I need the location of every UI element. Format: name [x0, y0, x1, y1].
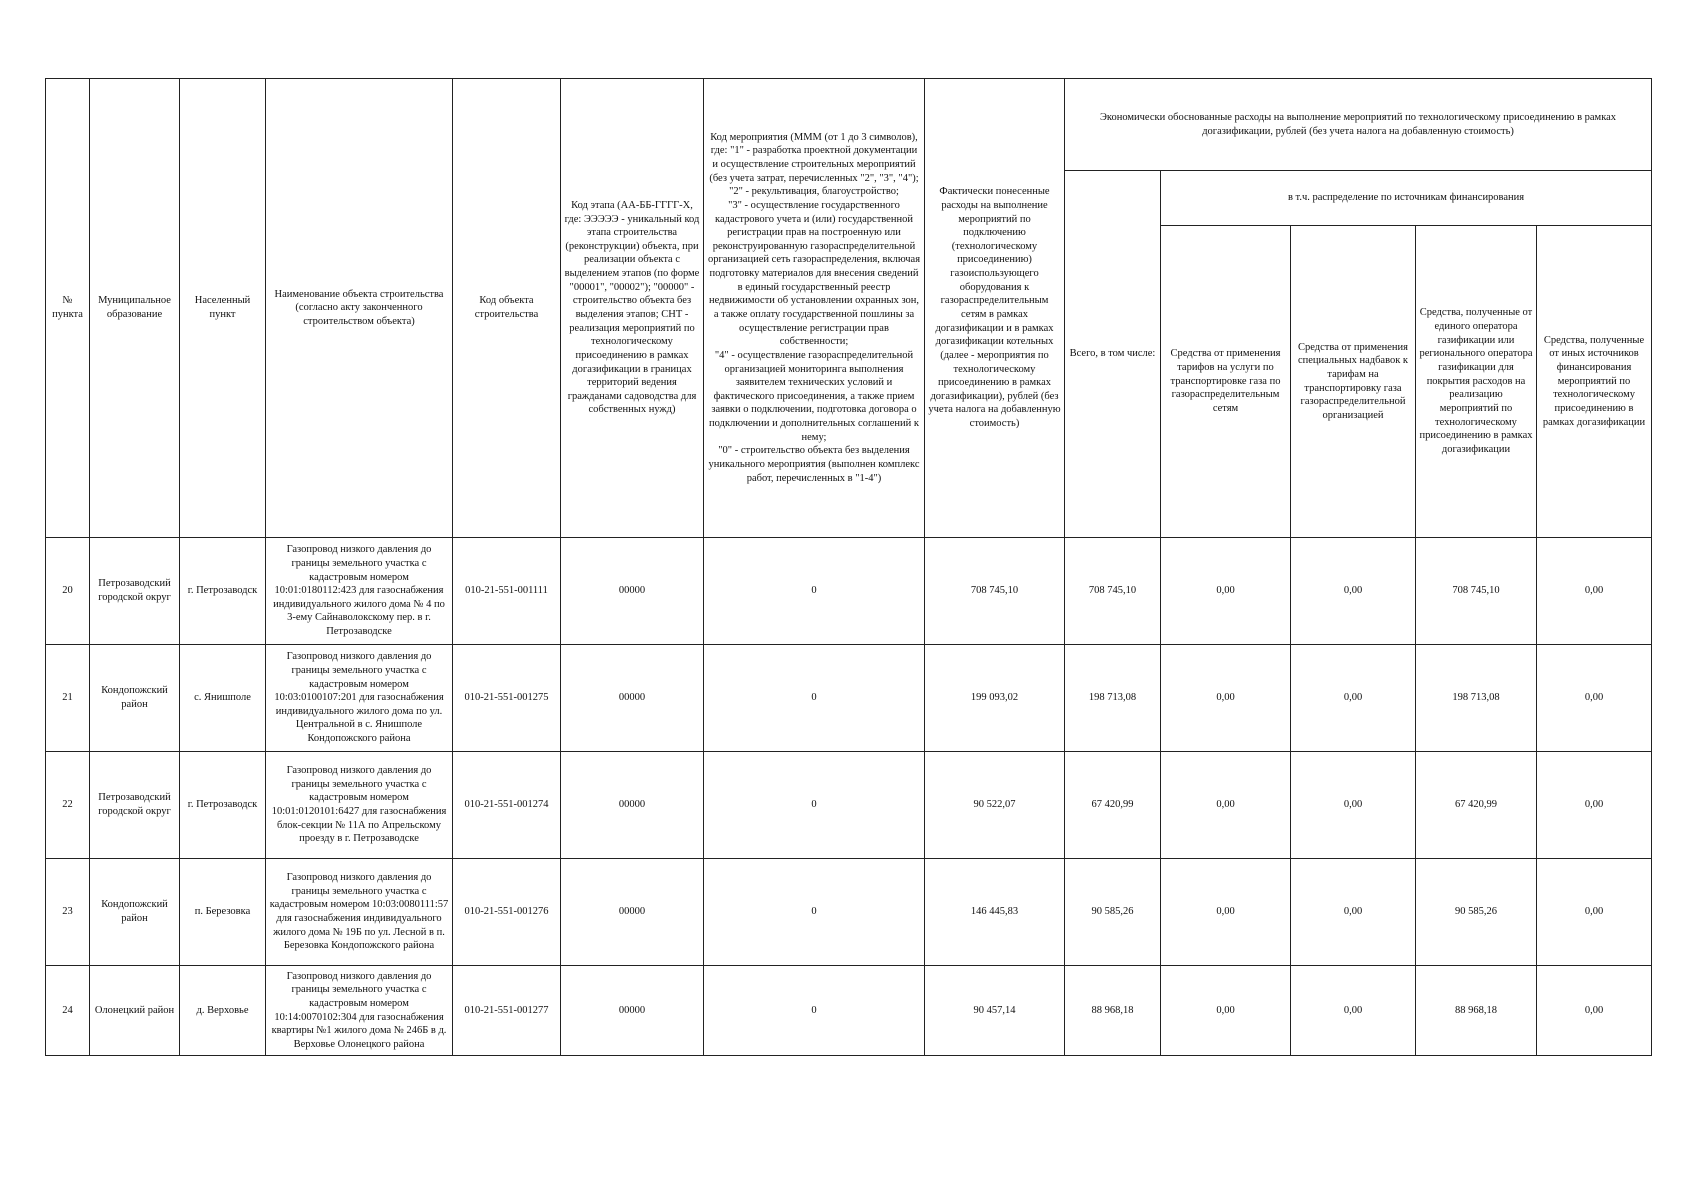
cell-object-code: 010-21-551-001277 [453, 966, 561, 1056]
table-row [46, 752, 1652, 859]
cell-settlement: с. Янишполе [180, 645, 266, 752]
table-header [46, 79, 1652, 538]
cell-total: 90 585,26 [1065, 859, 1161, 966]
cell-total: 88 968,18 [1065, 966, 1161, 1056]
cell-object-name: Газопровод низкого давления до границы земельного участка с кадастровым номером 10:03:0080111:57 для газоснабжения индивидуального жилого дома № 19Б по ул. Лесной в п. Березовка Кондопожского района [266, 859, 453, 966]
cell-num: 21 [46, 645, 90, 752]
cell-event-code: 0 [704, 538, 925, 645]
table-row [46, 538, 1652, 645]
cell-actual-costs: 708 745,10 [925, 538, 1065, 645]
cell-total: 198 713,08 [1065, 645, 1161, 752]
cell-stage-code: 00000 [561, 538, 704, 645]
col-src-tariffs-header: Средства от применения тарифов на услуги по транспортировке газа по газораспределительным сетям [1161, 226, 1291, 538]
cell-src-markups: 0,00 [1291, 538, 1416, 645]
cell-object-name: Газопровод низкого давления до границы земельного участка с кадастровым номером 10:01:0180112:423 для газоснабжения индивидуального жилого дома № 4 по 3-ему Сайнаволокскому пер. в г. Петрозаводске [266, 538, 453, 645]
cell-municipality: Кондопожский район [90, 645, 180, 752]
cell-municipality: Петрозаводский городской округ [90, 538, 180, 645]
cell-src-markups: 0,00 [1291, 966, 1416, 1056]
col-object-name-header: Наименование объекта строительства (согласно акту законченного строительством объекта) [266, 79, 453, 538]
cell-settlement: д. Верховье [180, 966, 266, 1056]
cell-actual-costs: 90 457,14 [925, 966, 1065, 1056]
cell-src-other: 0,00 [1537, 538, 1652, 645]
cell-object-name: Газопровод низкого давления до границы земельного участка с кадастровым номером 10:03:0100107:201 для газоснабжения индивидуального жилого дома по ул. Центральной в с. Янишполе Кондопожского района [266, 645, 453, 752]
table-row [46, 859, 1652, 966]
cell-total: 67 420,99 [1065, 752, 1161, 859]
cell-actual-costs: 146 445,83 [925, 859, 1065, 966]
cell-event-code: 0 [704, 966, 925, 1056]
cell-object-code: 010-21-551-001274 [453, 752, 561, 859]
cell-object-name: Газопровод низкого давления до границы земельного участка с кадастровым номером 10:14:0070102:304 для газоснабжения квартиры №1 жилого дома № 246Б в д. Верховье Олонецкого района [266, 966, 453, 1056]
table-row [46, 966, 1652, 1056]
col-event-code-header: Код мероприятия (МММ (от 1 до 3 символов), где: "1" - разработка проектной документации и осуществление строительных мероприятий (без учета затрат, перечисленных "2", "3", "4"); "2" - рекультивация, благоустройство; "3" - осуществление государственного кадастрового учета и (или) государственной регистрации прав на построенную или реконструированную газораспределительной организацией сеть газораспределения, включая подготовку материалов для внесения сведений в единый государственный реестр недвижимости об установлении охранных зон, а также оплату государственной пошлины за осуществление регистрации прав собственности; "4" - осуществление газораспределительной организацией мониторинга выполнения заявителем технических условий и фактического присоединения, а также прием заявки о подключении, подготовка договора о подключении и дополнительных соглашений к нему; "0" - строительство объекта без выделения уникального мероприятия (выполнен комплекс работ, перечисленных в "1-4") [704, 79, 925, 538]
col-src-operator-header: Средства, полученные от единого оператора газификации или регионального оператора газификации для покрытия расходов на реализацию мероприятий по технологическому присоединению в рамках догазификации [1416, 226, 1537, 538]
cell-actual-costs: 90 522,07 [925, 752, 1065, 859]
cell-num: 22 [46, 752, 90, 859]
cell-src-tariffs: 0,00 [1161, 966, 1291, 1056]
col-num-header: № пункта [46, 79, 90, 538]
cell-src-operator: 90 585,26 [1416, 859, 1537, 966]
col-settlement-header: Населенный пункт [180, 79, 266, 538]
costs-table [45, 78, 1652, 1056]
cell-src-other: 0,00 [1537, 752, 1652, 859]
table-body [46, 538, 1652, 1056]
cell-object-code: 010-21-551-001275 [453, 645, 561, 752]
cell-src-operator: 708 745,10 [1416, 538, 1537, 645]
cell-src-operator: 67 420,99 [1416, 752, 1537, 859]
col-src-markups-header: Средства от применения специальных надбавок к тарифам на транспортировку газа газораспределительной организацией [1291, 226, 1416, 538]
cell-src-markups: 0,00 [1291, 859, 1416, 966]
cell-src-tariffs: 0,00 [1161, 859, 1291, 966]
economic-costs-header: Экономически обоснованные расходы на выполнение мероприятий по технологическому присоединению в рамках догазификации, рублей (без учета налога на добавленную стоимость) [1065, 79, 1652, 171]
cell-object-code: 010-21-551-001276 [453, 859, 561, 966]
cell-object-name: Газопровод низкого давления до границы земельного участка с кадастровым номером 10:01:0120101:6427 для газоснабжения блок-секции № 11А по Апрельскому проезду в г. Петрозаводске [266, 752, 453, 859]
cell-num: 23 [46, 859, 90, 966]
cell-municipality: Кондопожский район [90, 859, 180, 966]
cell-municipality: Петрозаводский городской округ [90, 752, 180, 859]
cell-num: 20 [46, 538, 90, 645]
cell-src-other: 0,00 [1537, 645, 1652, 752]
cell-object-code: 010-21-551-001111 [453, 538, 561, 645]
cell-src-other: 0,00 [1537, 966, 1652, 1056]
cell-actual-costs: 199 093,02 [925, 645, 1065, 752]
col-src-other-header: Средства, полученные от иных источников финансирования мероприятий по технологическому присоединению в рамках догазификации [1537, 226, 1652, 538]
col-actual-costs-header: Фактически понесенные расходы на выполнение мероприятий по подключению (технологическому присоединению) газоиспользующего оборудования к газораспределительным сетям в рамках догазификации и в рамках догазификации котельных (далее - мероприятия по технологическому присоединению в рамках догазификации), рублей (без учета налога на добавленную стоимость) [925, 79, 1065, 538]
cell-src-tariffs: 0,00 [1161, 752, 1291, 859]
financing-sources-header: в т.ч. распределение по источникам финансирования [1161, 171, 1652, 226]
cell-stage-code: 00000 [561, 966, 704, 1056]
cell-src-other: 0,00 [1537, 859, 1652, 966]
cell-event-code: 0 [704, 645, 925, 752]
cell-stage-code: 00000 [561, 645, 704, 752]
cell-total: 708 745,10 [1065, 538, 1161, 645]
cell-src-tariffs: 0,00 [1161, 645, 1291, 752]
cell-src-tariffs: 0,00 [1161, 538, 1291, 645]
cell-stage-code: 00000 [561, 752, 704, 859]
cell-municipality: Олонецкий район [90, 966, 180, 1056]
cell-event-code: 0 [704, 752, 925, 859]
col-total-header: Всего, в том числе: [1065, 171, 1161, 538]
cell-stage-code: 00000 [561, 859, 704, 966]
cell-settlement: г. Петрозаводск [180, 752, 266, 859]
col-object-code-header: Код объекта строительства [453, 79, 561, 538]
cell-src-operator: 88 968,18 [1416, 966, 1537, 1056]
cell-settlement: п. Березовка [180, 859, 266, 966]
cell-event-code: 0 [704, 859, 925, 966]
col-municipality-header: Муниципальное образование [90, 79, 180, 538]
cell-settlement: г. Петрозаводск [180, 538, 266, 645]
cell-src-markups: 0,00 [1291, 752, 1416, 859]
col-stage-code-header: Код этапа (АА-ББ-ГГГГ-Х, где: ЭЭЭЭЭ - уникальный код этапа строительства (реконструкции) объекта, при реализации объекта с выделением этапов (по форме "00001", "00002"); "00000" - строительство объекта без выделения этапов; СНТ - реализация мероприятий по технологическому присоединению в рамках догазификации в границах территорий ведения гражданами садоводства для собственных нужд) [561, 79, 704, 538]
table-row [46, 645, 1652, 752]
cell-src-operator: 198 713,08 [1416, 645, 1537, 752]
cell-src-markups: 0,00 [1291, 645, 1416, 752]
cell-num: 24 [46, 966, 90, 1056]
